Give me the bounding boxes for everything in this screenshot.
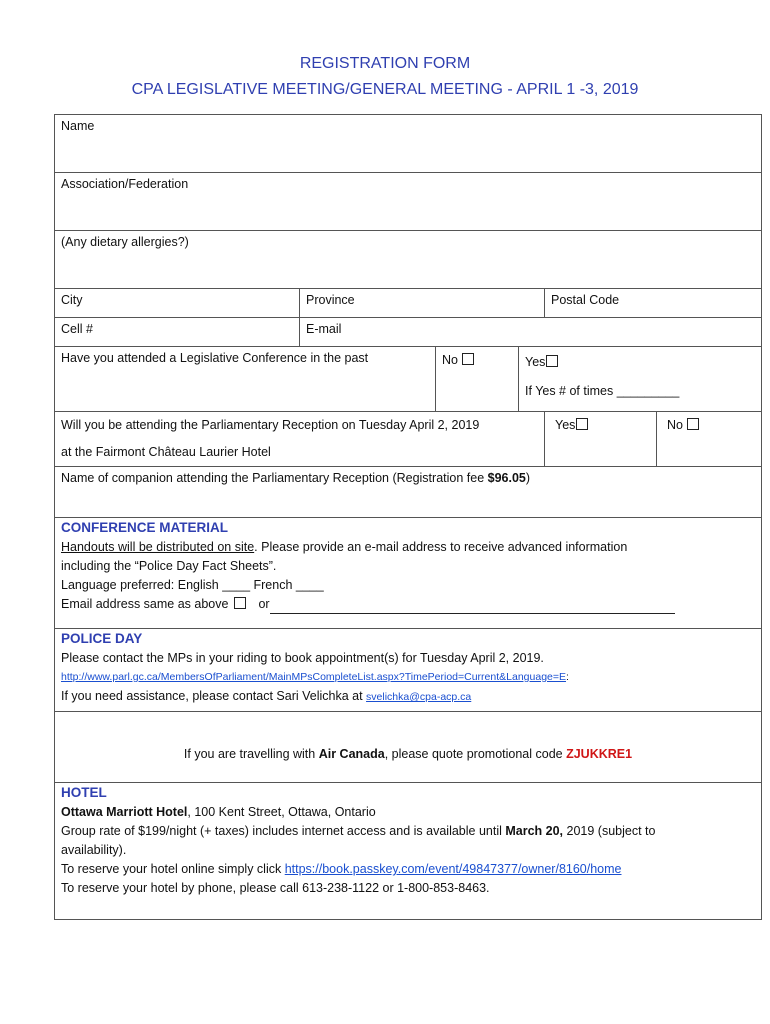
form-title: REGISTRATION FORM (299, 55, 471, 72)
police-section (55, 629, 762, 712)
language-preferred[interactable]: Language preferred: English ____ French ____ (61, 578, 324, 592)
hotel-section (55, 783, 762, 920)
handouts-notice: Handouts will be distributed on site (61, 540, 255, 554)
reception-question: Will you be attending the Parliamentary Reception on Tuesday April 2, 2019 (61, 418, 480, 432)
reception-yes-label: Yes (555, 418, 576, 432)
aircanada-mid: , please quote promotional code (384, 747, 567, 761)
reception-no-cell (657, 412, 762, 467)
dietary-label: (Any dietary allergies?) (61, 235, 189, 249)
hotel-booking-link[interactable]: https://book.passkey.com/event/49847377/owner/8160/home (284, 862, 622, 876)
form-subtitle: CPA LEGISLATIVE MEETING/GENERAL MEETING - APRIL 1 -3, 2019 (131, 81, 639, 98)
companion-label-pre: Name of companion attending the Parliamentary Reception (Registration fee (61, 471, 488, 485)
postal-label: Postal Code (551, 293, 620, 307)
registration-table (54, 114, 762, 920)
name-label: Name (61, 119, 95, 133)
association-field[interactable] (55, 173, 762, 231)
police-heading: POLICE DAY (61, 631, 143, 646)
legislative-no-cell (436, 347, 519, 412)
reception-question-cell (55, 412, 545, 467)
hotel-name: Ottawa Marriott Hotel (61, 805, 188, 819)
alternate-email-line[interactable] (270, 601, 675, 614)
legislative-yes-label: Yes (525, 355, 546, 369)
hotel-address: , 100 Kent Street, Ottawa, Ontario (187, 805, 376, 819)
hotel-rate-date: March 20, (505, 824, 564, 838)
hotel-heading: HOTEL (61, 785, 107, 800)
reception-location: at the Fairmont Château Laurier Hotel (61, 445, 271, 459)
conference-section (55, 518, 762, 629)
hotel-availability: availability). (61, 843, 127, 857)
assistance-email-link[interactable]: svelichka@cpa-acp.ca (366, 691, 472, 703)
postal-field[interactable] (545, 289, 762, 318)
legislative-yes-cell (519, 347, 762, 412)
reception-yes-checkbox[interactable] (576, 418, 588, 430)
email-label: E-mail (306, 322, 342, 336)
cell-field[interactable] (55, 318, 300, 347)
aircanada-airline: Air Canada (318, 747, 385, 761)
province-field[interactable] (300, 289, 545, 318)
hotel-online-pre: To reserve your hotel online simply click (61, 862, 285, 876)
cell-label: Cell # (61, 322, 93, 336)
email-same-label: Email address same as above (61, 597, 229, 611)
name-field[interactable] (55, 115, 762, 173)
legislative-question-cell (55, 347, 436, 412)
legislative-no-label: No (442, 353, 458, 367)
aircanada-pre: If you are travelling with (183, 747, 319, 761)
province-label: Province (306, 293, 355, 307)
mps-link-suffix: : (566, 671, 569, 683)
city-label: City (61, 293, 83, 307)
email-or-label: or (258, 597, 270, 611)
companion-fee: $96.05 (487, 471, 526, 485)
hotel-rate-pre: Group rate of $199/night (+ taxes) includes internet access and is available until (61, 824, 506, 838)
reception-no-label: No (667, 418, 683, 432)
hotel-rate-post: 2019 (subject to (563, 824, 656, 838)
city-field[interactable] (55, 289, 300, 318)
legislative-question: Have you attended a Legislative Conference in the past (61, 351, 369, 365)
mps-list-link[interactable]: http://www.parl.gc.ca/MembersOfParliament/MainMPsCompleteList.aspx?TimePeriod=Current&Language=E (61, 671, 567, 683)
dietary-field[interactable] (55, 231, 762, 289)
companion-label-post: ) (525, 471, 531, 485)
companion-field[interactable] (55, 467, 762, 518)
conference-text2: including the “Police Day Fact Sheets”. (61, 559, 277, 573)
reception-yes-cell (545, 412, 657, 467)
assistance-text: If you need assistance, please contact Sari Velichka at (61, 689, 367, 703)
legislative-yes-checkbox[interactable] (546, 355, 558, 367)
conference-text1: . Please provide an e-mail address to receive advanced information (254, 540, 628, 554)
association-label: Association/Federation (61, 177, 189, 191)
legislative-no-checkbox[interactable] (462, 353, 474, 365)
conference-heading: CONFERENCE MATERIAL (61, 520, 228, 535)
promo-code: ZJUKKRE1 (566, 747, 633, 761)
email-field[interactable] (300, 318, 762, 347)
email-same-checkbox[interactable] (234, 597, 246, 609)
reception-no-checkbox[interactable] (687, 418, 699, 430)
aircanada-row (55, 712, 762, 783)
legislative-times-field[interactable]: If Yes # of times _________ (525, 384, 680, 398)
hotel-phone: To reserve your hotel by phone, please call 613-238-1122 or 1-800-853-8463. (61, 881, 490, 895)
police-text: Please contact the MPs in your riding to book appointment(s) for Tuesday April 2, 2019. (61, 651, 544, 665)
